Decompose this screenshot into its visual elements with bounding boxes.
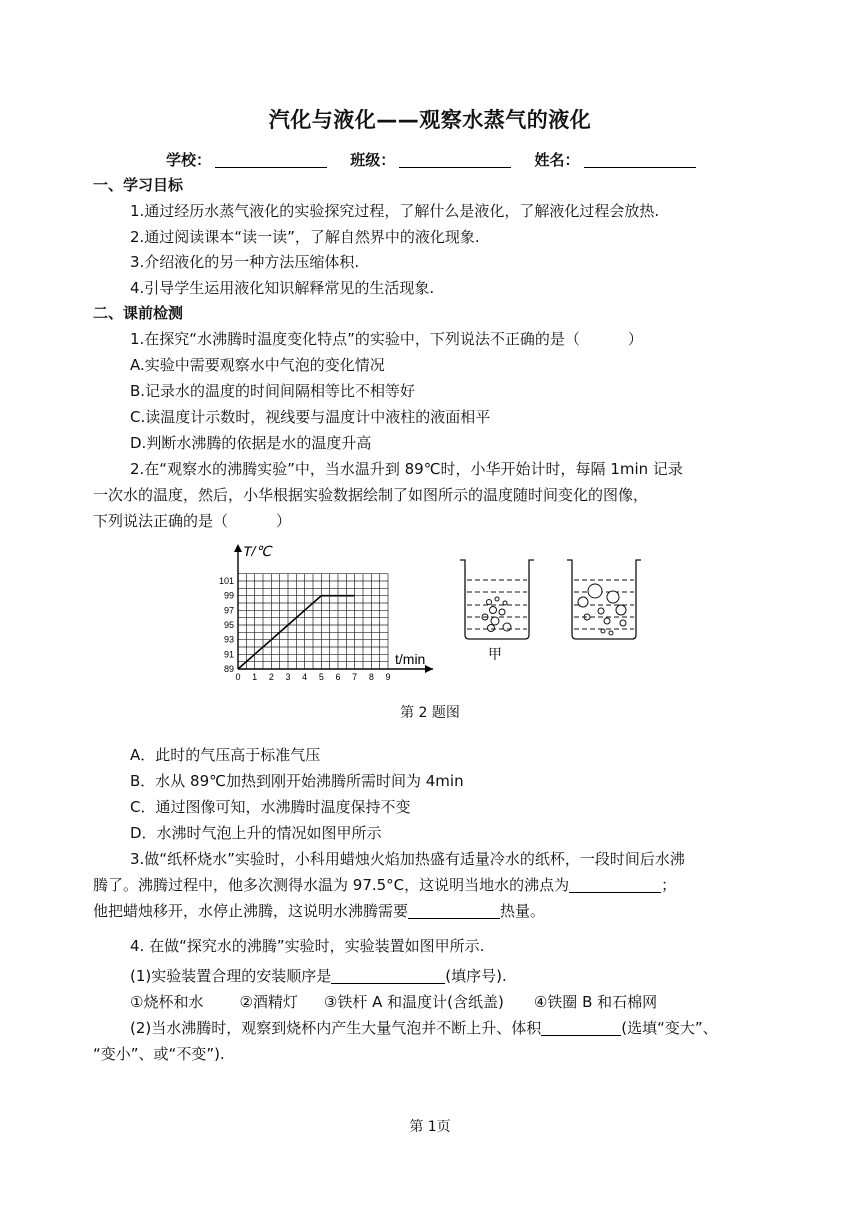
q2-stem-text: 下列说法正确的是（: [93, 512, 229, 530]
student-info-row: [166, 149, 714, 170]
q4-part2-cont: “变小”、或“不变”).: [93, 1045, 225, 1063]
q3-text: 他把蜡烛移开，水停止沸腾，这说明水沸腾需要: [93, 902, 409, 920]
y-axis-arrow: [234, 544, 242, 552]
q2-option-c: C．通过图像可知，水沸腾时温度保持不变: [130, 798, 411, 816]
x-tick-label: 1: [252, 672, 258, 682]
x-axis-label: t/min: [395, 651, 426, 667]
x-tick-label: 8: [368, 672, 374, 682]
class-label: 班级：: [350, 151, 396, 169]
heat-blank[interactable]: [408, 903, 500, 919]
beaker-figures: [455, 555, 645, 665]
q2-option-d: D．水沸时气泡上升的情况如图甲所示: [130, 824, 382, 842]
q2-stem-line: 2.在“观察水的沸腾实验”中，当水温升到 89℃时，小华开始计时，每隔 1min 记录: [130, 460, 683, 478]
q1-option-a: A.实验中需要观察水中气泡的变化情况: [130, 356, 385, 374]
q4-choice: ③铁杆 A 和温度计(含纸盖): [323, 993, 504, 1011]
q4-text: (填序号).: [445, 967, 507, 985]
q4-part1: [130, 966, 507, 986]
y-tick-label: 97: [223, 605, 234, 616]
figure-caption: 第 2 题图: [400, 705, 460, 721]
school-blank[interactable]: [215, 153, 327, 168]
q3-line: [93, 901, 545, 921]
goal-item: 2.通过阅读课本“读一读”，了解自然界中的液化现象.: [130, 228, 480, 246]
q4-choice: ①烧杯和水: [130, 993, 204, 1011]
school-label: 学校：: [166, 151, 212, 169]
y-tick-label: 91: [223, 649, 234, 660]
x-tick-label: 0: [235, 672, 241, 682]
q3-text: 热量。: [500, 902, 546, 920]
q3-line: 3.做“纸杯烧水”实验时，小科用蜡烛火焰加热盛有适量冷水的纸杯，一段时间后水沸: [130, 850, 685, 868]
section2-heading: 二、课前检测: [93, 304, 184, 322]
y-tick-label: 95: [223, 620, 234, 630]
x-axis-arrow: [425, 665, 433, 673]
name-blank[interactable]: [584, 153, 696, 168]
q2-option-a: A．此时的气压高于标准气压: [130, 746, 321, 764]
q2-option-b: B．水从 89℃加热到刚开始沸腾所需时间为 4min: [130, 772, 464, 790]
q3-line: [93, 875, 676, 895]
y-tick-label: 99: [223, 590, 234, 601]
q1-stem-end: ）: [627, 330, 643, 348]
x-tick-label: 5: [318, 672, 324, 682]
q4-choice: ④铁圈 B 和石棉网: [533, 993, 658, 1011]
page-title: 汽化与液化——观察水蒸气的液化: [268, 108, 592, 132]
x-tick-label: 9: [385, 672, 391, 682]
install-order-blank[interactable]: [331, 968, 445, 984]
q2-stem-end: ）: [276, 512, 292, 530]
q4-part2: [130, 1018, 718, 1038]
beaker-jia: [460, 560, 534, 639]
goal-item: 3.介绍液化的另一种方法压缩体积.: [130, 253, 360, 271]
q2-stem-line-last: [93, 511, 291, 531]
q1-option-d: D.判断水沸腾的依据是水的温度升高: [130, 434, 372, 452]
section1-heading: 一、学习目标: [93, 176, 184, 194]
q2-stem-line: 一次水的温度，然后，小华根据实验数据绘制了如图所示的温度随时间变化的图像，: [93, 486, 649, 504]
name-label: 姓名：: [534, 151, 580, 169]
q1-option-b: B.记录水的温度的时间间隔相等比不相等好: [130, 382, 416, 400]
x-tick-label: 2: [268, 672, 274, 682]
y-tick-label: 93: [223, 634, 234, 645]
goal-item: 4.引导学生运用液化知识解释常见的生活现象.: [130, 279, 435, 297]
x-tick-label: 6: [335, 672, 341, 682]
class-blank[interactable]: [399, 153, 511, 168]
q1-option-c: C.读温度计示数时，视线要与温度计中液柱的液面相平: [130, 408, 491, 426]
goal-item: 1.通过经历水蒸气液化的实验探究过程，了解什么是液化，了解液化过程会放热.: [130, 202, 660, 220]
graph-grid: [238, 574, 388, 669]
q4-text: (1)实验装置合理的安装顺序是: [130, 967, 332, 985]
q4-choice: ②酒精灯: [239, 993, 298, 1011]
q3-text: 腾了。沸腾过程中，他多次测得水温为 97.5°C，这说明当地水的沸点为: [93, 876, 570, 894]
volume-change-blank[interactable]: [541, 1020, 621, 1036]
q4-choices: [130, 992, 657, 1012]
y-tick-label: 101: [218, 576, 234, 586]
q1-stem: [130, 329, 643, 349]
q1-stem-text: 1.在探究“水沸腾时温度变化特点”的实验中，下列说法不正确的是（: [130, 330, 580, 348]
y-tick-label: 89: [223, 664, 234, 674]
temperature-time-graph: [205, 540, 445, 685]
x-tick-label: 4: [302, 672, 308, 682]
boiling-point-blank[interactable]: [569, 877, 661, 893]
q4-text: (2)当水沸腾时，观察到烧杯内产生大量气泡并不断上升、体积: [130, 1019, 542, 1037]
q3-text: ；: [661, 876, 677, 894]
beaker-label: 甲: [488, 646, 502, 662]
page-number: 第 1页: [409, 1119, 451, 1135]
beaker-yi: [567, 560, 641, 639]
x-tick-label: 3: [285, 672, 291, 682]
x-tick-label: 7: [352, 672, 358, 682]
y-axis-label: T/℃: [243, 543, 272, 559]
q4-stem: 4. 在做“探究水的沸腾”实验时，实验装置如图甲所示.: [130, 937, 485, 955]
q4-text: (选填“变大”、: [621, 1019, 718, 1037]
